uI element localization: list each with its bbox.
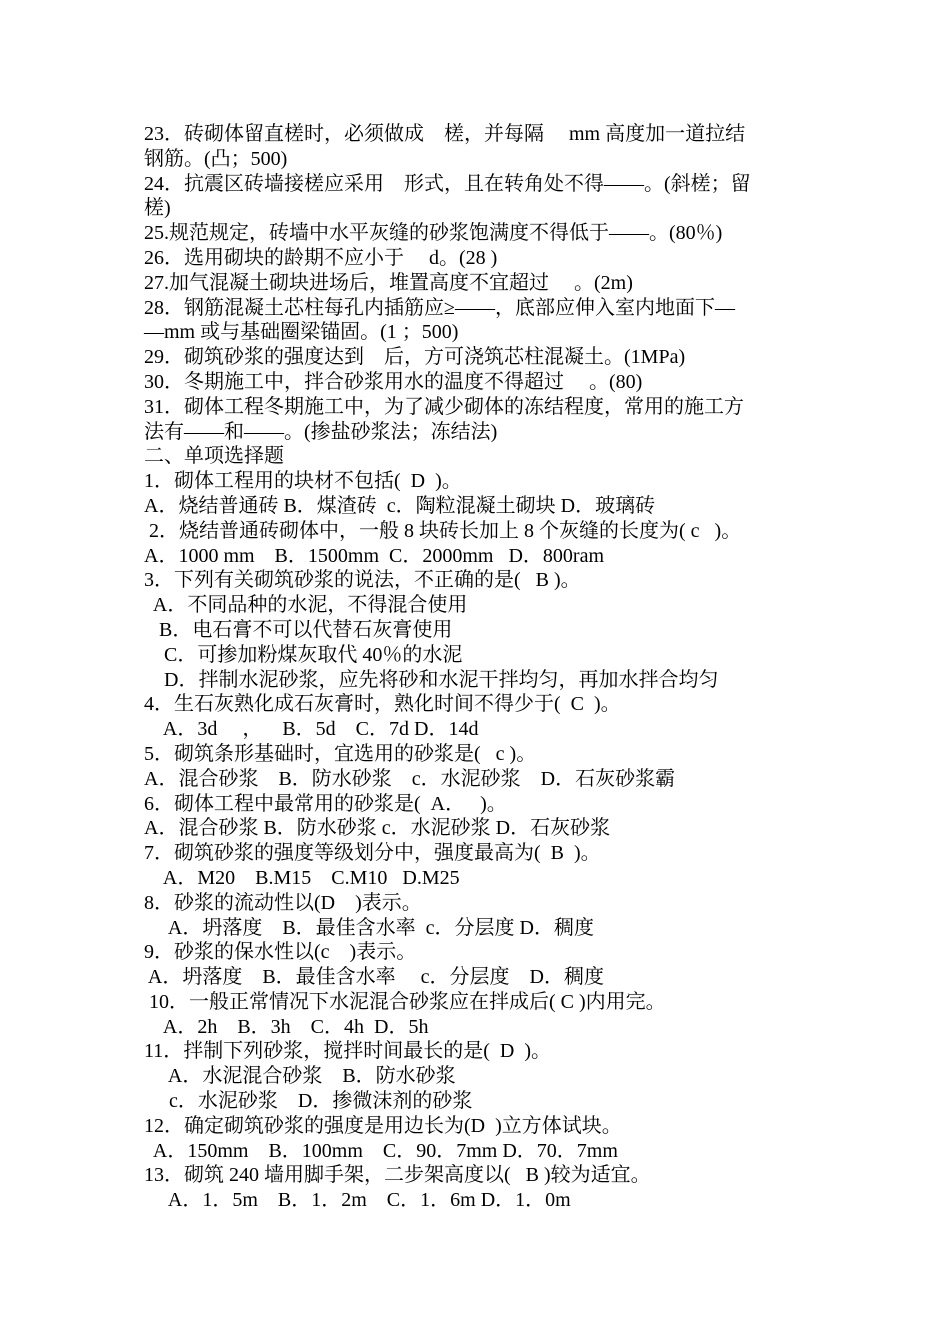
- document-body: [144, 122, 814, 1213]
- text-line: A．不同品种的水泥，不得混合使用: [144, 594, 468, 617]
- text-line: —mm 或与基础圈梁锚固。(1 ；500): [144, 321, 459, 344]
- text-line: C．可掺加粉煤灰取代 40％的水泥: [144, 643, 463, 666]
- text-line: 二、单项选择题: [144, 445, 284, 468]
- text-line: A．1000 mm B．1500mm C．2000mm D．800ram: [144, 544, 604, 567]
- text-line: A．2h B．3h C．4h D．5h: [144, 1015, 429, 1038]
- text-line: D．拌制水泥砂浆，应先将砂和水泥干拌均匀，再加水拌合均匀: [144, 668, 719, 691]
- text-line: B．电石膏不可以代替石灰膏使用: [144, 618, 453, 641]
- text-line: 6．砌体工程中最常用的砂浆是( A． )。: [144, 792, 507, 815]
- text-line: 24．抗震区砖墙接槎应采用 形式，且在转角处不得——。(斜槎；留: [144, 172, 751, 195]
- text-line: 槎): [144, 197, 171, 220]
- text-line: 9．砂浆的保水性以(c )表示。: [144, 941, 417, 964]
- text-line: 钢筋。(凸；500): [144, 147, 288, 170]
- text-line: 13．砌筑 240 墙用脚手架，二步架高度以( B )较为适宜。: [144, 1164, 651, 1187]
- text-line: 30．冬期施工中，拌合砂浆用水的温度不得超过 。(80): [144, 370, 643, 393]
- text-line: 法有——和——。(掺盐砂浆法；冻结法): [144, 420, 498, 443]
- text-line: 26．选用砌块的龄期不应小于 d。(28 ): [144, 246, 498, 269]
- text-line: 11．拌制下列砂浆，搅拌时间最长的是( D )。: [144, 1040, 552, 1063]
- text-line: 8．砂浆的流动性以(D )表示。: [144, 891, 422, 914]
- text-line: A．M20 B.M15 C.M10 D.M25: [144, 866, 460, 889]
- text-line: 3．下列有关砌筑砂浆的说法，不正确的是( B )。: [144, 569, 581, 592]
- text-line: A．烧结普通砖 B．煤渣砖 c．陶粒混凝土砌块 D．玻璃砖: [144, 494, 656, 517]
- text-line: A．1．5m B．1．2m C．1．6m D．1．0m: [144, 1189, 571, 1212]
- text-line: A．混合砂浆 B．防水砂浆 c．水泥砂浆 D．石灰砂浆霸: [144, 767, 676, 790]
- text-line: A．水泥混合砂浆 B．防水砂浆: [144, 1065, 456, 1088]
- text-line: A．坍落度 B．最佳含水率 c．分层度 D．稠度: [144, 916, 594, 939]
- text-line: 31．砌体工程冬期施工中，为了减少砌体的冻结程度，常用的施工方: [144, 395, 744, 418]
- text-line: A．3d ， B．5d C．7d D．14d: [144, 718, 479, 741]
- text-line: 27.加气混凝土砌块进场后，堆置高度不宜超过 。(2m): [144, 271, 633, 294]
- text-line: 5．砌筑条形基础时，宜选用的砂浆是( c )。: [144, 742, 537, 765]
- text-line: A．坍落度 B．最佳含水率 c．分层度 D．稠度: [144, 966, 604, 989]
- text-line: 10．一般正常情况下水泥混合砂浆应在拌成后( C )内用完。: [144, 990, 666, 1013]
- text-line: 7．砌筑砂浆的强度等级划分中，强度最高为( B )。: [144, 842, 601, 865]
- text-line: c．水泥砂浆 D．掺微沫剂的砂浆: [144, 1090, 473, 1113]
- text-line: A．混合砂浆 B．防水砂浆 c．水泥砂浆 D．石灰砂浆: [144, 817, 611, 840]
- text-line: 23．砖砌体留直槎时，必须做成 槎，并每隔 mm 高度加一道拉结: [144, 123, 746, 145]
- text-line: 28．钢筋混凝土芯柱每孔内插筋应≥——，底部应伸入室内地面下—: [144, 296, 735, 319]
- text-line: 1．砌体工程用的块材不包括( D )。: [144, 470, 462, 493]
- text-line: 29．砌筑砂浆的强度达到 后，方可浇筑芯柱混凝土。(1MPa): [144, 346, 686, 369]
- text-line: 4．生石灰熟化成石灰膏时，熟化时间不得少于( C )。: [144, 693, 621, 716]
- text-line: 2．烧结普通砖砌体中，一般 8 块砖长加上 8 个灰缝的长度为( c )。: [144, 519, 742, 542]
- text-line: 25.规范规定，砖墙中水平灰缝的砂浆饱满度不得低于——。(80％): [144, 222, 723, 245]
- text-line: A．150mm B．100mm C．90．7mm D．70．7mm: [144, 1139, 618, 1162]
- text-line: 12．确定砌筑砂浆的强度是用边长为(D )立方体试块。: [144, 1114, 622, 1137]
